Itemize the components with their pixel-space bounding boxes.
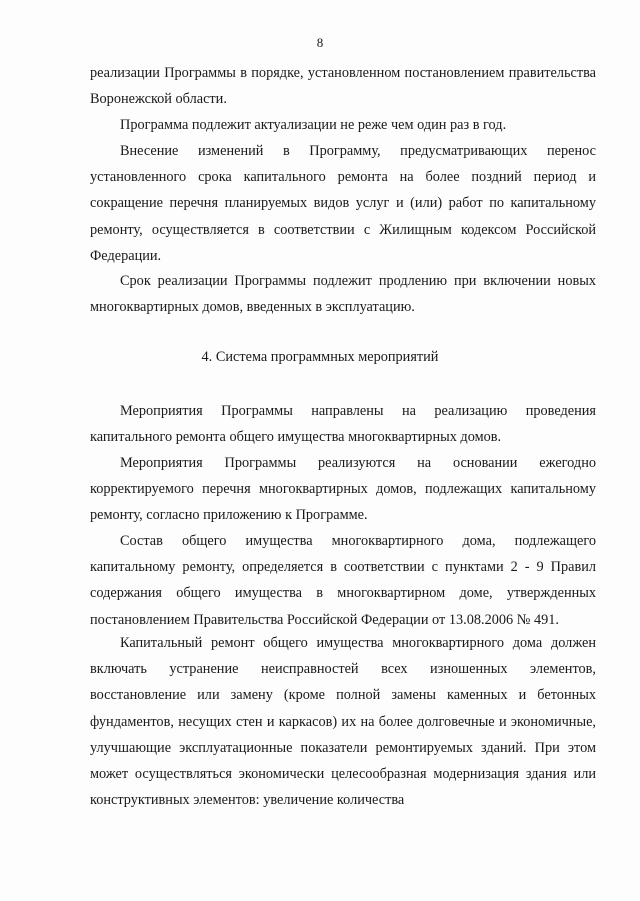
paragraph-property-composition: Состав общего имущества многоквартирного дома, подлежащего капитальному ремонту, определяется в соответствии с пунктами 2 - 9 Правил содержания общего имущества в многоквартирном доме, утвержденных постановлением Правительства Российской Федерации от 13.08.2006 № 491. — [90, 533, 596, 628]
paragraph-continuation: реализации Программы в порядке, установленном постановлением правительства Воронежской области. — [90, 65, 596, 108]
section-heading: 4. Система программных мероприятий — [201, 349, 439, 365]
paragraph-measures-purpose: Мероприятия Программы направлены на реализацию проведения капитального ремонта общего имущества многоквартирных домов. — [90, 403, 596, 446]
paragraph-measures-basis: Мероприятия Программы реализуются на основании ежегодно корректируемого перечня многоквартирных домов, подлежащих капитальному ремонту, согласно приложению к Программе. — [90, 455, 596, 524]
paragraph-capital-repair: Капитальный ремонт общего имущества многоквартирного дома должен включать устранение неисправностей всех изношенных элементов, восстановление или замену (кроме полной замены каменных и бетонных фундаментов, несущих стен и каркасов) их на более долговечные и экономичные, улучшающие эксплуатационные показатели ремонтируемых зданий. При этом может осуществляться экономически целесообразная модернизация здания или конструктивных элементов: увеличение количества — [90, 635, 596, 809]
paragraph-actualization: Программа подлежит актуализации не реже чем один раз в год. — [120, 117, 507, 133]
paragraph-changes: Внесение изменений в Программу, предусматривающих перенос установленного срока капитального ремонта на более поздний период и сокращение перечня планируемых видов услуг и (или) работ по капитальному ремонту, осуществляется в соответствии с Жилищным кодексом Российской Федерации. — [90, 143, 596, 264]
page-number: 8 — [316, 35, 324, 50]
paragraph-extension: Срок реализации Программы подлежит продлению при включении новых многоквартирных домов, введенных в эксплуатацию. — [90, 273, 596, 316]
